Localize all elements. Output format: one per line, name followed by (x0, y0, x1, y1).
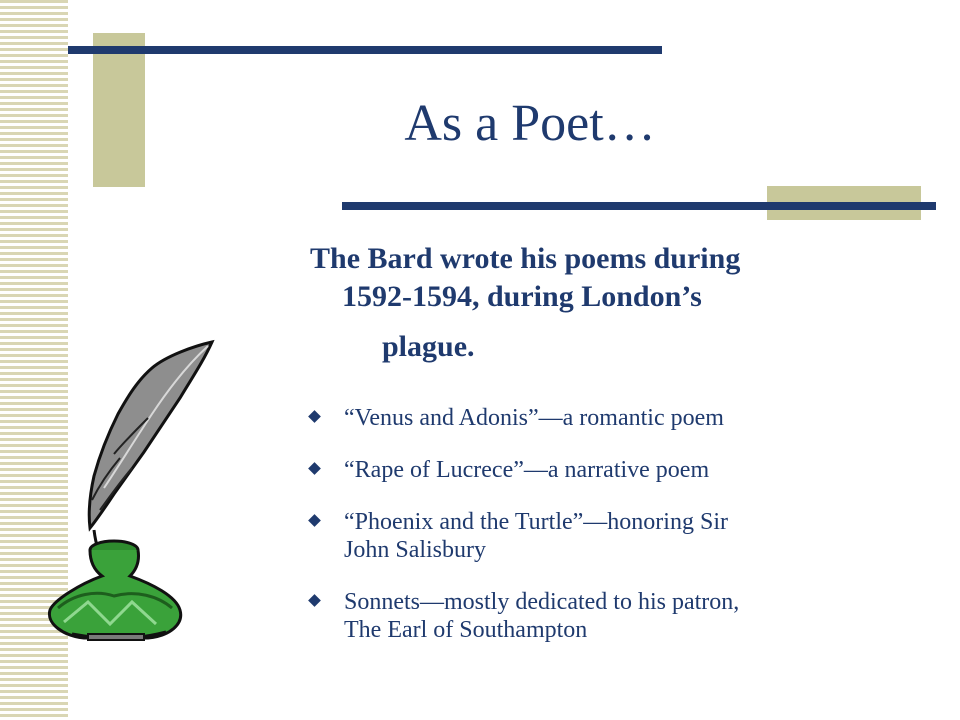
feather-shape (89, 342, 212, 560)
bullet-text: Sonnets—mostly dedicated to his patron, (344, 589, 740, 615)
lead-line: 1592-1594, during London’s (342, 280, 702, 313)
bullet-text: “Rape of Lucrece”—a narrative poem (344, 457, 710, 483)
diamond-bullet-icon (308, 514, 321, 527)
bullet-item (310, 404, 910, 432)
bullet-text: “Venus and Adonis”—a romantic poem (344, 405, 724, 431)
bullet-item (310, 508, 910, 564)
top-accent-block (93, 33, 145, 187)
bottom-accent-bar (342, 202, 936, 210)
bullet-list (310, 404, 910, 668)
quill-inkwell-icon (44, 334, 220, 646)
bullet-text: The Earl of Southampton (344, 617, 588, 643)
lead-line: The Bard wrote his poems during (310, 242, 741, 275)
bullet-item (310, 456, 910, 484)
bullet-text: “Phoenix and the Turtle”—honoring Sir (344, 509, 728, 535)
lead-paragraph (310, 240, 910, 366)
lead-line: plague. (382, 330, 475, 363)
bullet-item (310, 588, 910, 644)
inkwell-shape (49, 541, 180, 640)
bullet-text: John Salisbury (344, 537, 487, 563)
top-accent-bar (68, 46, 662, 54)
diamond-bullet-icon (308, 410, 321, 423)
slide-title: As a Poet… (404, 95, 656, 152)
diamond-bullet-icon (308, 462, 321, 475)
diamond-bullet-icon (308, 594, 321, 607)
